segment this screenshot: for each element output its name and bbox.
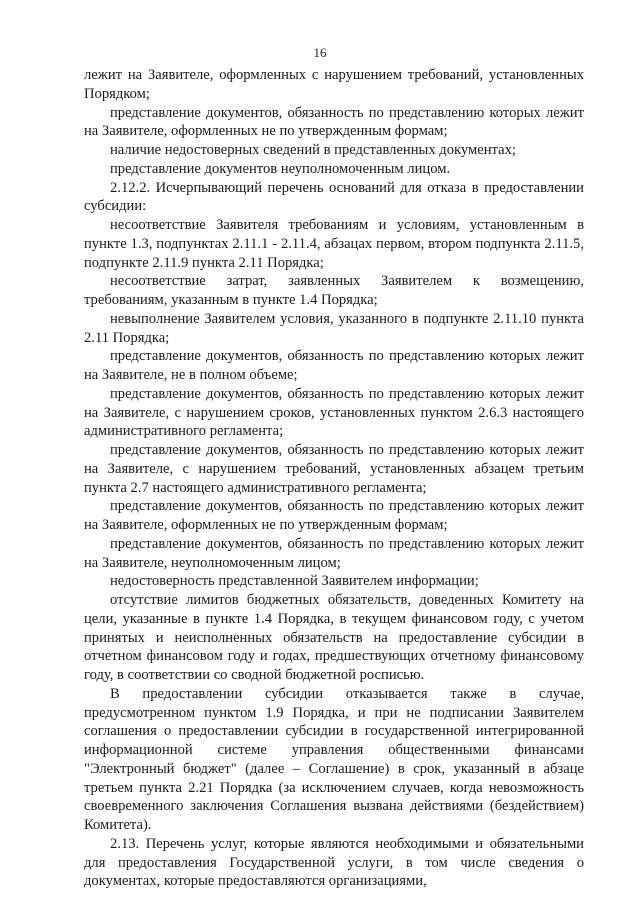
paragraph: несоответствие затрат, заявленных Заявителем к возмещению, требованиям, указанным в пункте 1.4 Порядка; (84, 273, 584, 308)
paragraph: недостоверность представленной Заявителем информации; (110, 573, 479, 590)
paragraph: представление документов, обязанность по представлению которых лежит на Заявителе, неуполномоченным лицом; (84, 535, 584, 571)
paragraph: 2.13. Перечень услуг, которые являются необходимыми и обязательными для предоставления Государственной услуги, в том числе сведения о документах, которые предоставляются организациями, (84, 835, 584, 890)
paragraph: представление документов, обязанность по представлению которых лежит на Заявителе, оформленных не по утвержденным формам; (84, 104, 584, 140)
paragraph: представление документов, обязанность по представлению которых лежит на Заявителе, с нарушением требований, установленных абзацем третьим пункта 2.7 настоящего административного регламента; (84, 442, 584, 496)
paragraph: В предоставлении субсидии отказывается также в случае, предусмотренном пунктом 1.9 Порядка, и при не подписании Заявителем соглашения о предоставлении субсидии в государственной интегрированной информационной системе управления общественными финансами "Электронный бюджет" (далее – Соглашение) в срок, указанный в абзаце третьем пункта 2.21 Порядка (за исключением случаев, когда невозможность своевременного заключения Соглашения вызвана действиями (бездействием) Комитета). (84, 685, 584, 833)
paragraph: несоответствие Заявителя требованиям и условиям, установленным в пункте 1.3, подпунктах 2.11.1 - 2.11.4, абзацах первом, втором подпункта 2.11.5, подпункте 2.11.9 пункта 2.11 Порядка; (84, 217, 584, 271)
paragraph: наличие недостоверных сведений в представленных документах; (110, 142, 516, 158)
paragraph: представление документов, обязанность по представлению которых лежит на Заявителе, с нарушением сроков, установленных пунктом 2.6.3 настоящего административного регламента; (84, 385, 584, 440)
paragraph: отсутствие лимитов бюджетных обязательств, доведенных Комитету на цели, указанные в пункте 1.4 Порядка, в текущем финансовом году, с учетом принятых и неисполненных обязательств на предоставление субсидии в отчетном финансовом году и годах, предшествующих отчетному финансовому году, в соответствии со сводной бюджетной росписью. (84, 592, 584, 683)
page-number: 16 (313, 45, 327, 60)
paragraph: представление документов неуполномоченным лицом. (110, 160, 451, 177)
paragraph: 2.12.2. Исчерпывающий перечень оснований для отказа в предоставлении субсидии: (84, 179, 584, 215)
paragraph: представление документов, обязанность по представлению которых лежит на Заявителе, оформленных не по утвержденным формам; (84, 498, 584, 533)
paragraph: представление документов, обязанность по представлению которых лежит на Заявителе, не в полном объеме; (84, 348, 584, 383)
document-body (84, 66, 584, 891)
paragraph: лежит на Заявителе, оформленных с нарушением требований, установленных Порядком; (84, 67, 584, 102)
paragraph: невыполнение Заявителем условия, указанного в подпункте 2.11.10 пункта 2.11 Порядка; (84, 310, 584, 346)
